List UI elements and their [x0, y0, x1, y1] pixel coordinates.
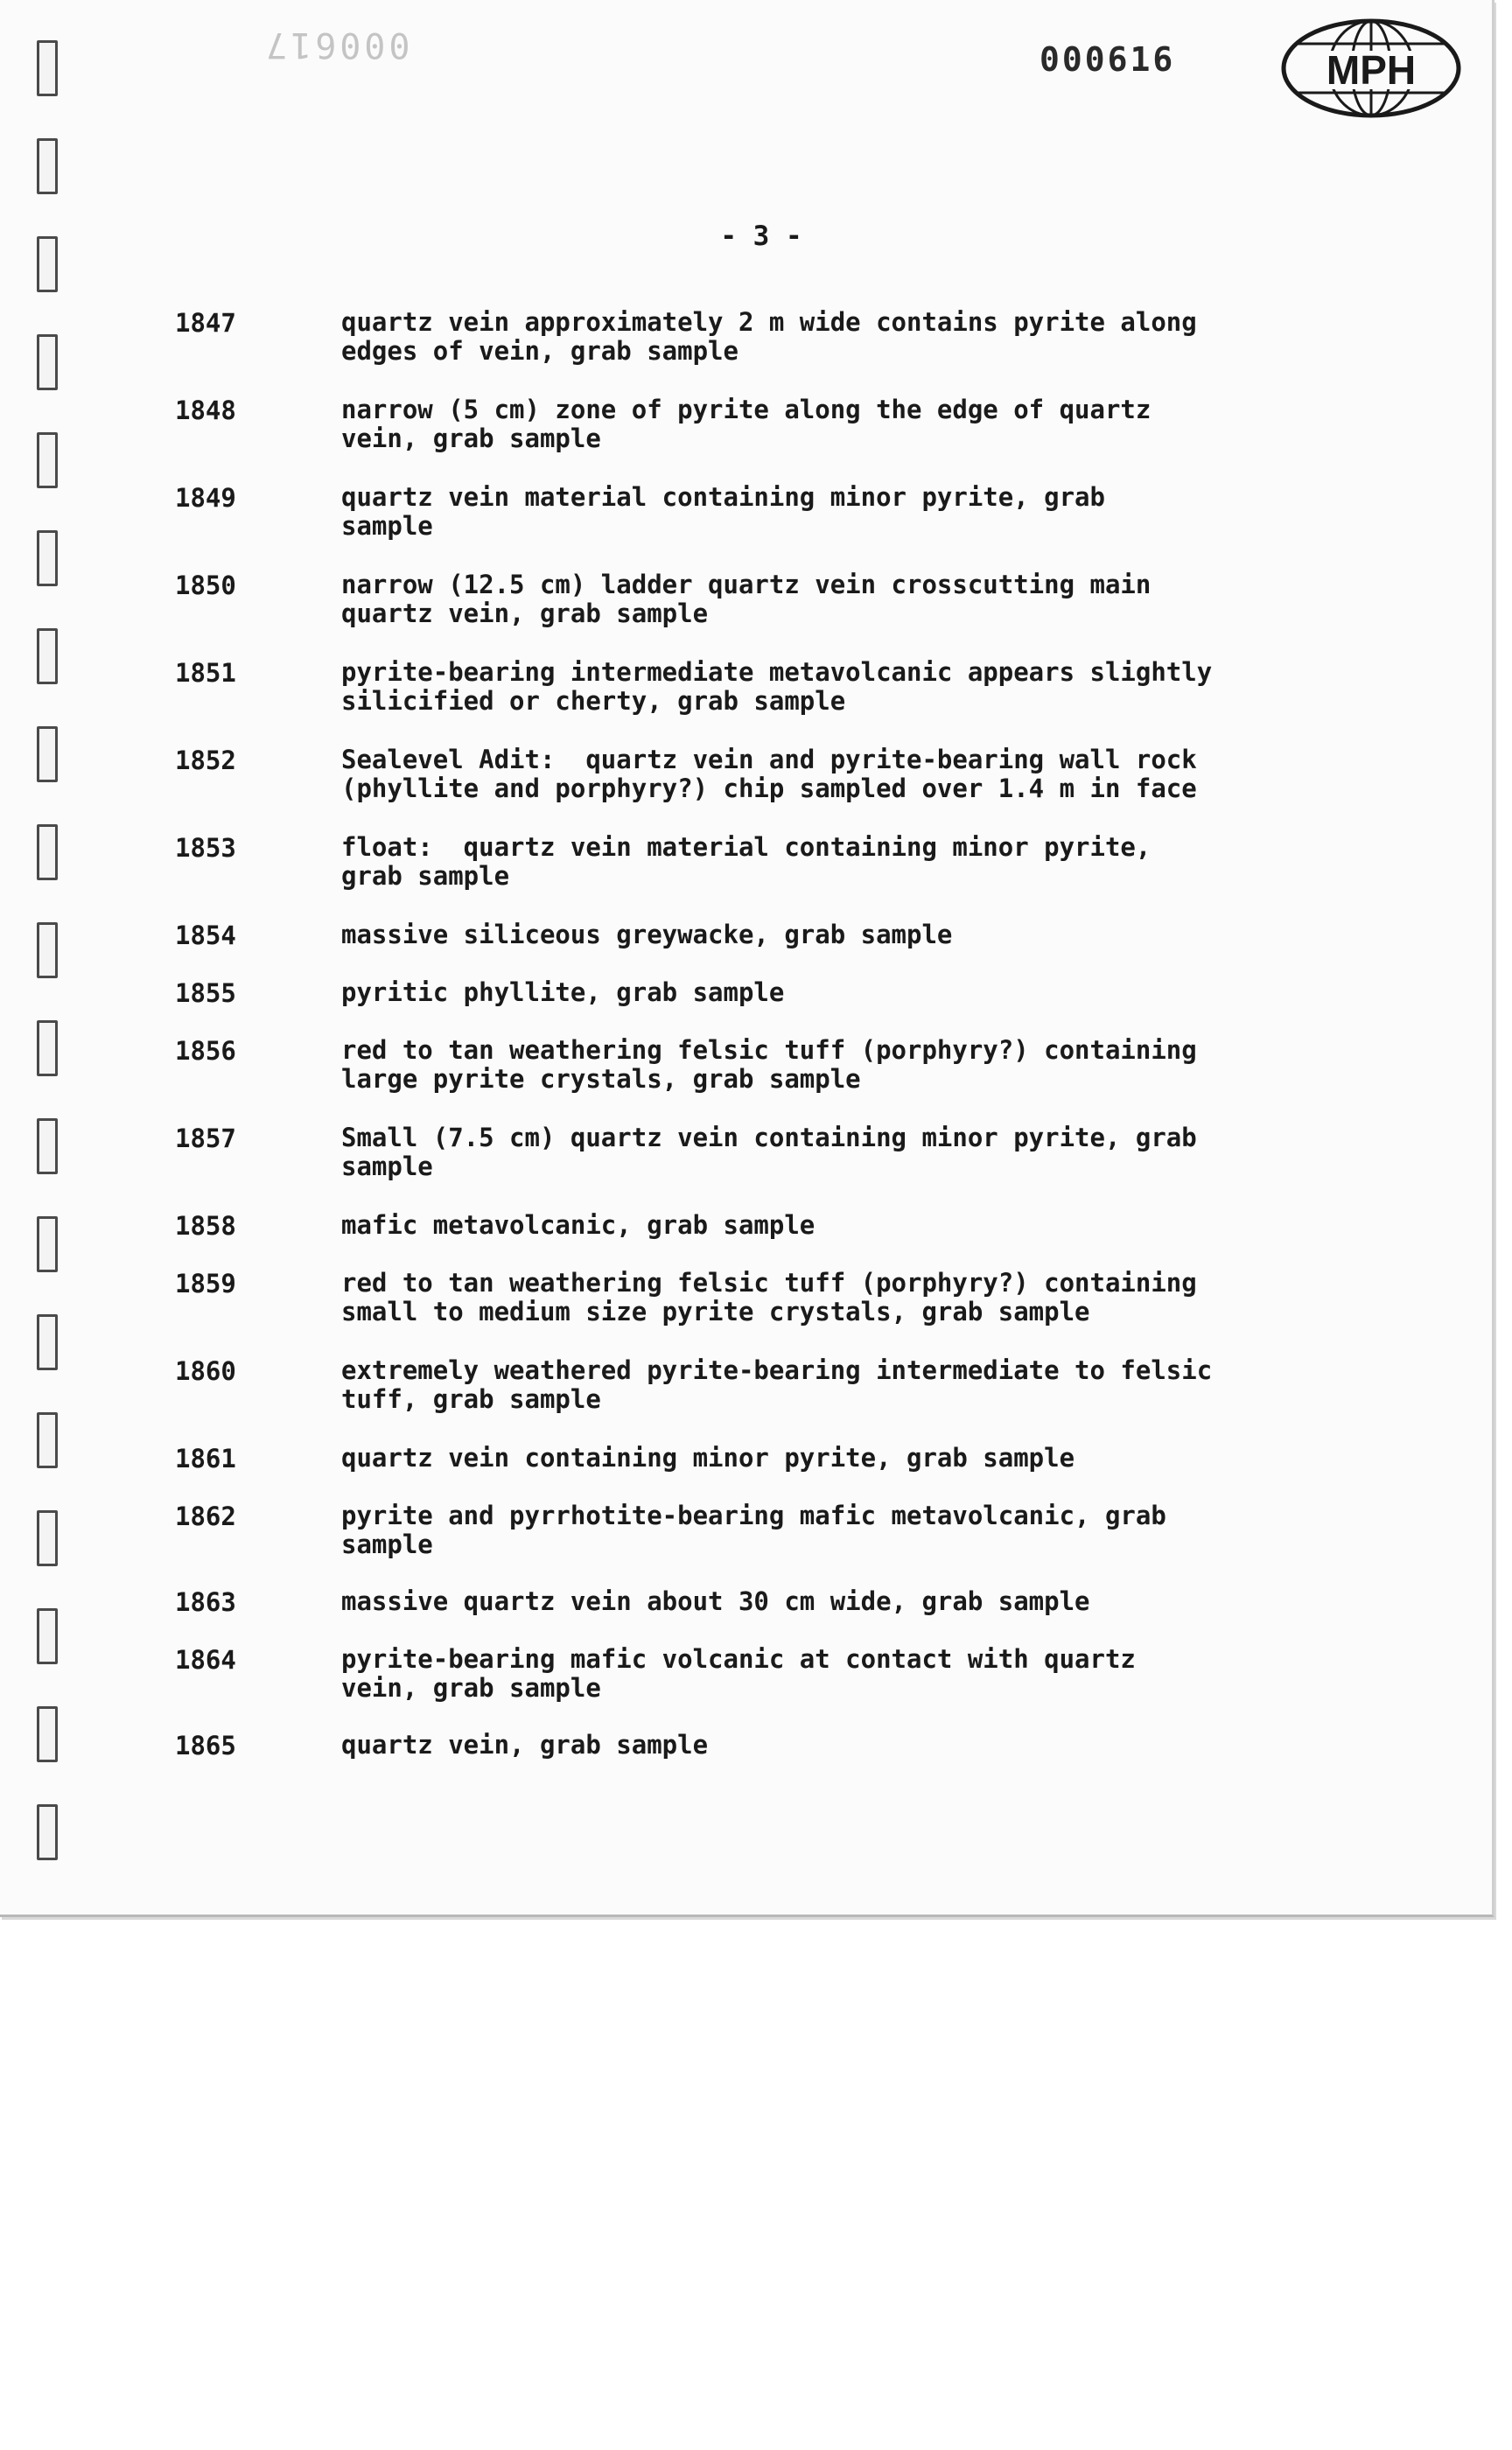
- sample-number: 1850: [175, 570, 236, 600]
- sample-number: 1851: [175, 658, 236, 688]
- sample-description: Sealevel Adit: quartz vein and pyrite-bearing wall rock (phyllite and porphyry?) chip sampled over 1.4 m in face: [341, 745, 1197, 803]
- sample-number: 1865: [175, 1731, 236, 1760]
- sample-description: red to tan weathering felsic tuff (porphyry?) containing small to medium size pyrite crystals, grab sample: [341, 1268, 1197, 1326]
- faint-page-stamp: 000617: [262, 24, 410, 65]
- sample-description: quartz vein, grab sample: [341, 1730, 709, 1760]
- sample-description: massive siliceous greywacke, grab sample: [341, 920, 953, 949]
- sample-description: pyrite-bearing mafic volcanic at contact with quartz vein, grab sample: [341, 1644, 1136, 1703]
- binder-hole: [37, 1020, 58, 1076]
- sample-description: mafic metavolcanic, grab sample: [341, 1210, 816, 1240]
- sample-description: quartz vein containing minor pyrite, grab sample: [341, 1443, 1075, 1473]
- binder-hole: [37, 1510, 58, 1566]
- sample-description: float: quartz vein material containing minor pyrite, grab sample: [341, 832, 1152, 891]
- sample-number: 1863: [175, 1587, 236, 1617]
- binder-hole: [37, 1706, 58, 1762]
- document-id-stamp: 000616: [1040, 40, 1176, 79]
- svg-text:MPH: MPH: [1326, 47, 1417, 93]
- binder-hole: [37, 1412, 58, 1468]
- binder-hole: [37, 824, 58, 880]
- binder-hole: [37, 530, 58, 586]
- sample-number: 1848: [175, 396, 236, 425]
- sample-number: 1853: [175, 833, 236, 863]
- binder-hole: [37, 1804, 58, 1860]
- sample-description: red to tan weathering felsic tuff (porphyry?) containing large pyrite crystals, grab sample: [341, 1035, 1197, 1094]
- binder-hole: [37, 628, 58, 684]
- sample-description: extremely weathered pyrite-bearing intermediate to felsic tuff, grab sample: [341, 1355, 1213, 1414]
- sample-description: quartz vein material containing minor pyrite, grab sample: [341, 482, 1105, 541]
- sample-description: narrow (12.5 cm) ladder quartz vein crosscutting main quartz vein, grab sample: [341, 570, 1152, 628]
- sample-number: 1862: [175, 1502, 236, 1531]
- sample-number: 1858: [175, 1211, 236, 1241]
- sample-number: 1852: [175, 746, 236, 775]
- mph-globe-logo: [1279, 16, 1463, 121]
- sample-description: pyrite and pyrrhotite-bearing mafic metavolcanic, grab sample: [341, 1501, 1166, 1559]
- sample-description: quartz vein approximately 2 m wide contains pyrite along edges of vein, grab sample: [341, 307, 1197, 366]
- sample-description: narrow (5 cm) zone of pyrite along the edge of quartz vein, grab sample: [341, 395, 1152, 453]
- sample-number: 1860: [175, 1356, 236, 1386]
- binder-hole: [37, 1314, 58, 1370]
- sample-description: Small (7.5 cm) quartz vein containing minor pyrite, grab sample: [341, 1123, 1197, 1181]
- binder-hole: [37, 334, 58, 390]
- binder-hole: [37, 922, 58, 978]
- binder-hole: [37, 1216, 58, 1272]
- binder-hole: [37, 432, 58, 488]
- sample-description: pyrite-bearing intermediate metavolcanic appears slightly silicified or cherty, grab sample: [341, 657, 1213, 716]
- binder-hole: [37, 1118, 58, 1174]
- sample-number: 1857: [175, 1124, 236, 1153]
- binder-hole: [37, 726, 58, 782]
- sample-number: 1859: [175, 1269, 236, 1298]
- page-number: - 3 -: [720, 220, 802, 252]
- sample-number: 1864: [175, 1645, 236, 1675]
- binder-hole: [37, 1608, 58, 1664]
- sample-number: 1854: [175, 920, 236, 950]
- sample-number: 1849: [175, 483, 236, 513]
- sample-number: 1856: [175, 1036, 236, 1066]
- binder-hole: [37, 40, 58, 96]
- sample-description: massive quartz vein about 30 cm wide, grab sample: [341, 1586, 1090, 1616]
- binder-hole: [37, 236, 58, 292]
- sample-number: 1847: [175, 308, 236, 338]
- sample-number: 1861: [175, 1444, 236, 1474]
- binder-hole: [37, 138, 58, 194]
- sample-description: pyritic phyllite, grab sample: [341, 977, 785, 1007]
- sample-number: 1855: [175, 978, 236, 1008]
